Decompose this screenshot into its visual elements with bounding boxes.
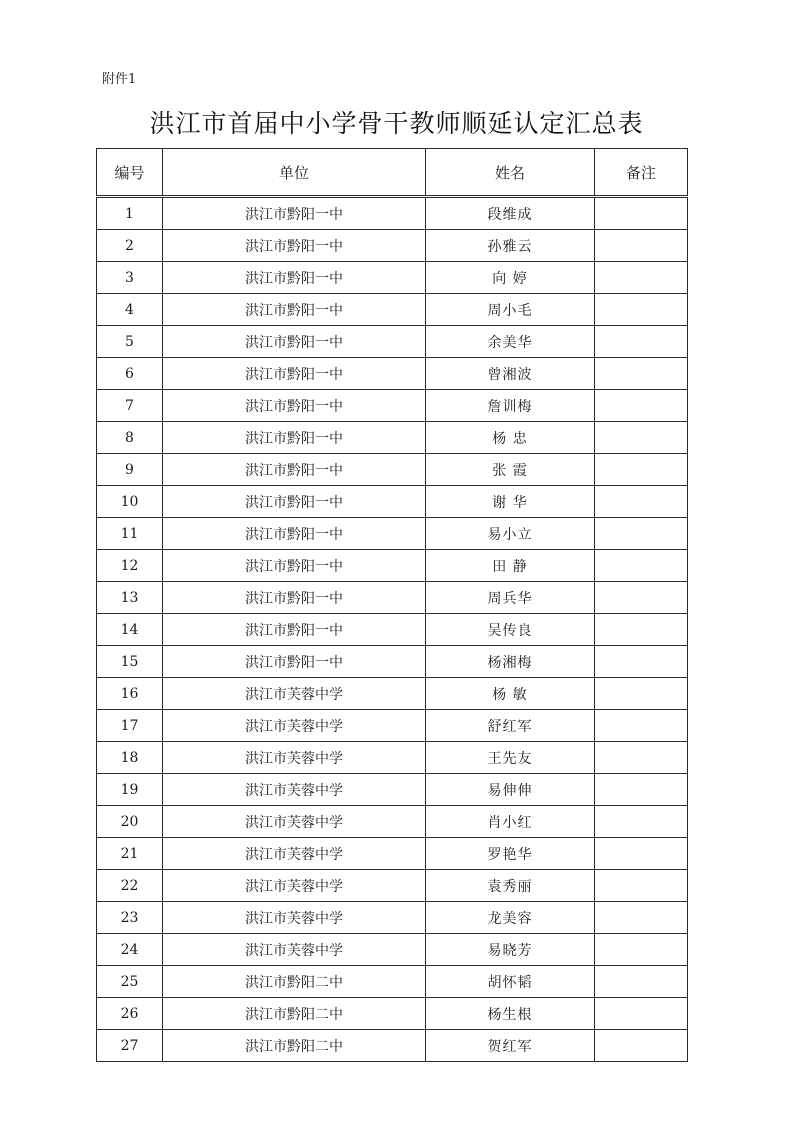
- row-number-cell: 8: [97, 422, 163, 454]
- row-name-cell: 易小立: [426, 518, 595, 550]
- row-unit-cell: 洪江市黔阳一中: [163, 518, 426, 550]
- page-title: 洪江市首届中小学骨干教师顺延认定汇总表: [149, 109, 644, 138]
- header-row: [97, 149, 688, 197]
- row-number-cell: 24: [97, 934, 163, 966]
- row-number-cell: 20: [97, 806, 163, 838]
- row-name-cell: 舒红军: [426, 710, 595, 742]
- row-number-cell: 2: [97, 230, 163, 262]
- row-unit-cell: 洪江市黔阳一中: [163, 326, 426, 358]
- row-note-cell: [595, 262, 688, 294]
- row-note-cell: [595, 646, 688, 678]
- row-note-cell: [595, 390, 688, 422]
- row-unit-cell: 洪江市黔阳一中: [163, 614, 426, 646]
- table-row: [97, 966, 688, 998]
- table-row: [97, 197, 688, 230]
- row-name-cell: 龙美容: [426, 902, 595, 934]
- row-name-cell: 谢 华: [426, 486, 595, 518]
- row-name-cell: 肖小红: [426, 806, 595, 838]
- row-note-cell: [595, 326, 688, 358]
- table-row: [97, 774, 688, 806]
- row-number-cell: 21: [97, 838, 163, 870]
- row-note-cell: [595, 614, 688, 646]
- row-unit-cell: 洪江市黔阳一中: [163, 646, 426, 678]
- row-note-cell: [595, 582, 688, 614]
- table-row: [97, 646, 688, 678]
- table-row: [97, 486, 688, 518]
- header-name: 姓名: [426, 149, 595, 197]
- row-unit-cell: 洪江市芙蓉中学: [163, 742, 426, 774]
- row-note-cell: [595, 1030, 688, 1062]
- table-row: [97, 518, 688, 550]
- row-unit-cell: 洪江市黔阳一中: [163, 358, 426, 390]
- row-note-cell: [595, 678, 688, 710]
- row-number-cell: 9: [97, 454, 163, 486]
- row-number-cell: 26: [97, 998, 163, 1030]
- row-note-cell: [595, 454, 688, 486]
- row-unit-cell: 洪江市黔阳二中: [163, 966, 426, 998]
- table-row: [97, 1030, 688, 1062]
- row-unit-cell: 洪江市黔阳二中: [163, 1030, 426, 1062]
- row-name-cell: 胡怀韬: [426, 966, 595, 998]
- row-unit-cell: 洪江市芙蓉中学: [163, 838, 426, 870]
- table-row: [97, 902, 688, 934]
- table-row: [97, 582, 688, 614]
- row-unit-cell: 洪江市黔阳一中: [163, 486, 426, 518]
- row-unit-cell: 洪江市黔阳一中: [163, 262, 426, 294]
- row-number-cell: 16: [97, 678, 163, 710]
- table-row: [97, 998, 688, 1030]
- table-row: [97, 422, 688, 454]
- row-name-cell: 詹训梅: [426, 390, 595, 422]
- table-row: [97, 326, 688, 358]
- row-name-cell: 袁秀丽: [426, 870, 595, 902]
- row-number-cell: 15: [97, 646, 163, 678]
- row-number-cell: 5: [97, 326, 163, 358]
- table-row: [97, 934, 688, 966]
- row-name-cell: 贺红军: [426, 1030, 595, 1062]
- row-note-cell: [595, 966, 688, 998]
- row-number-cell: 13: [97, 582, 163, 614]
- table-row: [97, 742, 688, 774]
- row-name-cell: 向 婷: [426, 262, 595, 294]
- row-number-cell: 25: [97, 966, 163, 998]
- header-unit: 单位: [163, 149, 426, 197]
- row-note-cell: [595, 486, 688, 518]
- table-row: [97, 230, 688, 262]
- row-name-cell: 杨 忠: [426, 422, 595, 454]
- row-unit-cell: 洪江市芙蓉中学: [163, 678, 426, 710]
- row-name-cell: 王先友: [426, 742, 595, 774]
- row-name-cell: 段维成: [426, 197, 595, 230]
- row-unit-cell: 洪江市芙蓉中学: [163, 934, 426, 966]
- row-note-cell: [595, 742, 688, 774]
- row-number-cell: 18: [97, 742, 163, 774]
- table-row: [97, 454, 688, 486]
- row-unit-cell: 洪江市黔阳一中: [163, 550, 426, 582]
- row-note-cell: [595, 230, 688, 262]
- row-name-cell: 孙雅云: [426, 230, 595, 262]
- row-unit-cell: 洪江市芙蓉中学: [163, 902, 426, 934]
- table-row: [97, 870, 688, 902]
- row-name-cell: 周兵华: [426, 582, 595, 614]
- row-unit-cell: 洪江市黔阳一中: [163, 294, 426, 326]
- row-note-cell: [595, 710, 688, 742]
- row-number-cell: 27: [97, 1030, 163, 1062]
- row-number-cell: 17: [97, 710, 163, 742]
- table-row: [97, 806, 688, 838]
- row-note-cell: [595, 358, 688, 390]
- row-number-cell: 12: [97, 550, 163, 582]
- row-note-cell: [595, 422, 688, 454]
- header-note: 备注: [595, 149, 688, 197]
- row-number-cell: 19: [97, 774, 163, 806]
- table-row: [97, 358, 688, 390]
- row-number-cell: 1: [97, 197, 163, 230]
- row-name-cell: 吴传良: [426, 614, 595, 646]
- table-row: [97, 262, 688, 294]
- row-note-cell: [595, 774, 688, 806]
- row-name-cell: 周小毛: [426, 294, 595, 326]
- row-unit-cell: 洪江市黔阳一中: [163, 422, 426, 454]
- table-row: [97, 614, 688, 646]
- row-name-cell: 张 霞: [426, 454, 595, 486]
- row-note-cell: [595, 550, 688, 582]
- row-note-cell: [595, 197, 688, 230]
- row-name-cell: 田 静: [426, 550, 595, 582]
- row-number-cell: 22: [97, 870, 163, 902]
- row-number-cell: 7: [97, 390, 163, 422]
- row-name-cell: 杨 敏: [426, 678, 595, 710]
- row-note-cell: [595, 902, 688, 934]
- table-header: [97, 149, 688, 197]
- row-unit-cell: 洪江市黔阳一中: [163, 390, 426, 422]
- row-number-cell: 10: [97, 486, 163, 518]
- row-name-cell: 杨生根: [426, 998, 595, 1030]
- row-note-cell: [595, 934, 688, 966]
- row-unit-cell: 洪江市黔阳一中: [163, 197, 426, 230]
- row-note-cell: [595, 838, 688, 870]
- table-row: [97, 294, 688, 326]
- row-number-cell: 3: [97, 262, 163, 294]
- teacher-roster-table: [96, 148, 688, 1062]
- row-number-cell: 23: [97, 902, 163, 934]
- row-unit-cell: 洪江市黔阳二中: [163, 998, 426, 1030]
- row-unit-cell: 洪江市黔阳一中: [163, 230, 426, 262]
- row-number-cell: 6: [97, 358, 163, 390]
- table-row: [97, 390, 688, 422]
- row-name-cell: 罗艳华: [426, 838, 595, 870]
- row-note-cell: [595, 518, 688, 550]
- attachment-label: 附件1: [102, 72, 137, 87]
- row-unit-cell: 洪江市黔阳一中: [163, 582, 426, 614]
- table-row: [97, 678, 688, 710]
- row-number-cell: 11: [97, 518, 163, 550]
- row-unit-cell: 洪江市芙蓉中学: [163, 806, 426, 838]
- table-row: [97, 710, 688, 742]
- row-unit-cell: 洪江市芙蓉中学: [163, 710, 426, 742]
- row-note-cell: [595, 806, 688, 838]
- row-name-cell: 易伸伸: [426, 774, 595, 806]
- row-number-cell: 4: [97, 294, 163, 326]
- row-name-cell: 曾湘波: [426, 358, 595, 390]
- table-row: [97, 550, 688, 582]
- row-unit-cell: 洪江市芙蓉中学: [163, 774, 426, 806]
- row-note-cell: [595, 998, 688, 1030]
- header-no: 编号: [97, 149, 163, 197]
- row-name-cell: 易晓芳: [426, 934, 595, 966]
- row-name-cell: 余美华: [426, 326, 595, 358]
- row-name-cell: 杨湘梅: [426, 646, 595, 678]
- row-note-cell: [595, 294, 688, 326]
- table-body: [97, 197, 688, 1062]
- row-unit-cell: 洪江市芙蓉中学: [163, 870, 426, 902]
- row-number-cell: 14: [97, 614, 163, 646]
- table-row: [97, 838, 688, 870]
- row-unit-cell: 洪江市黔阳一中: [163, 454, 426, 486]
- row-note-cell: [595, 870, 688, 902]
